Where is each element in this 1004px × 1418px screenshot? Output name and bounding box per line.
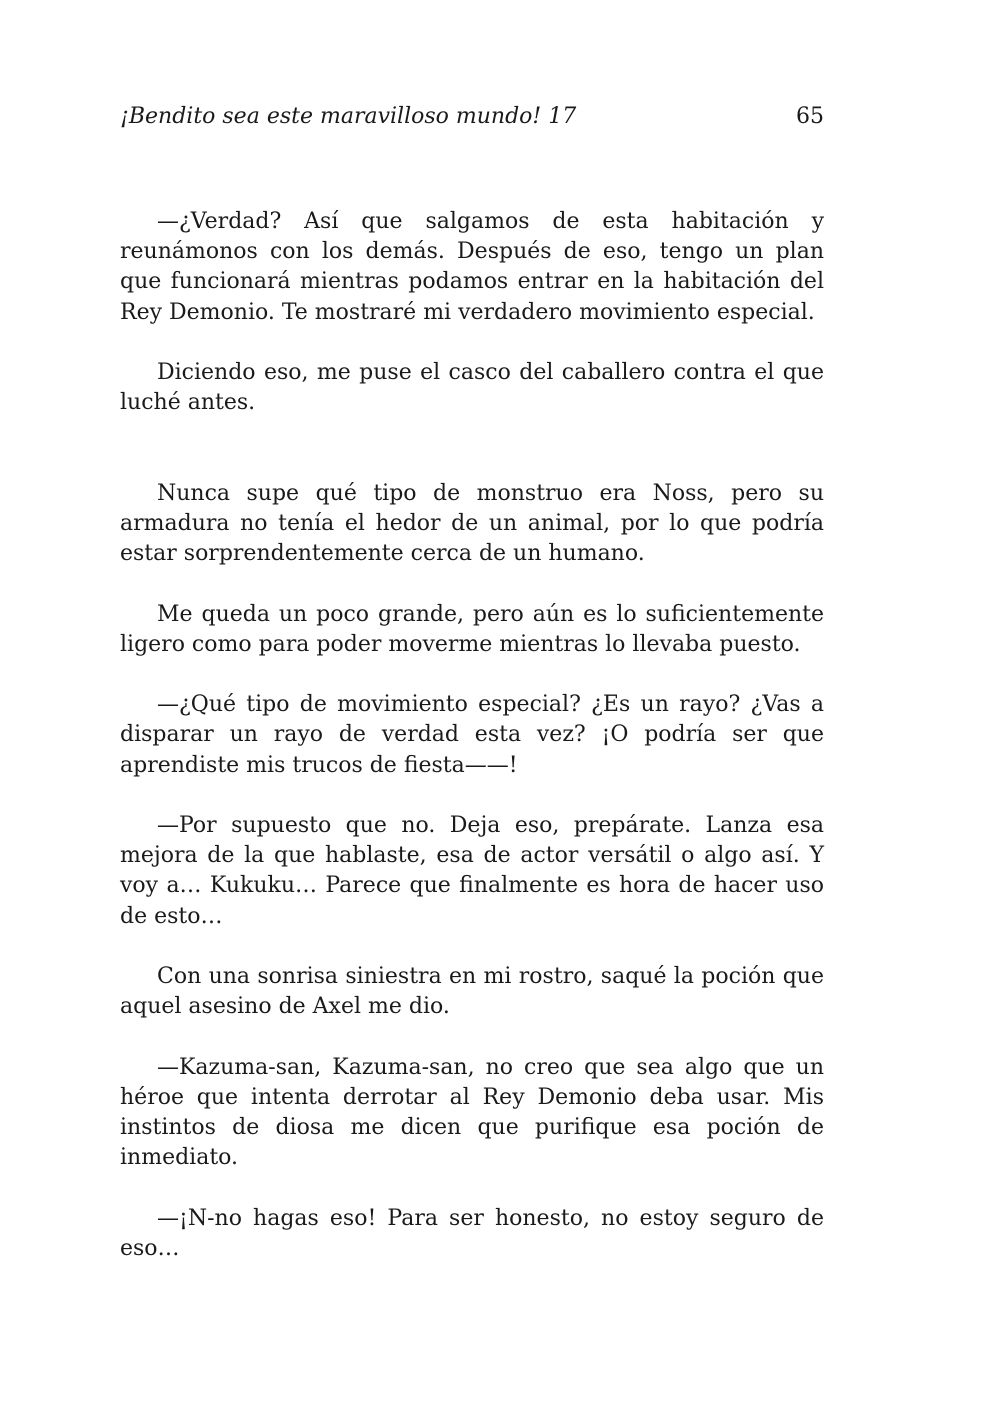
paragraph: —¡N-no hagas eso! Para ser honesto, no estoy seguro de eso… xyxy=(120,1205,824,1261)
paragraph: —Kazuma-san, Kazuma-san, no creo que sea algo que un héroe que intenta derrotar al Rey Demonio deba usar. Mis instintos de diosa me dicen que purifique esa poción de inmediato. xyxy=(120,1054,824,1171)
paragraph: —¿Verdad? Así que salgamos de esta habitación y reunámonos con los demás. Después de eso, tengo un plan que funcionará mientras podamos entrar en la habitación del Rey Demonio. Te mostraré mi verdadero movimiento especial. xyxy=(120,209,824,325)
paragraph: Me queda un poco grande, pero aún es lo suficientemente ligero como para poder moverme mientras lo llevaba puesto. xyxy=(120,601,824,657)
book-page xyxy=(120,0,824,1418)
paragraph: —¿Qué tipo de movimiento especial? ¿Es un rayo? ¿Vas a disparar un rayo de verdad esta vez? ¡O podría ser que aprendiste mis trucos de fiesta——! xyxy=(120,692,824,778)
paragraph: Nunca supe qué tipo de monstruo era Noss, pero su armadura no tenía el hedor de un animal, por lo que podría estar sorprendentemente cerca de un humano. xyxy=(120,480,824,567)
page-number: 65 xyxy=(796,104,824,129)
paragraph: Diciendo eso, me puse el casco del caballero contra el que luché antes. xyxy=(120,360,824,416)
body-text xyxy=(120,207,824,1294)
running-header xyxy=(120,100,824,134)
paragraph: Con una sonrisa siniestra en mi rostro, saqué la poción que aquel asesino de Axel me dio. xyxy=(120,963,824,1020)
paragraph: —Por supuesto que no. Deja eso, prepárate. Lanza esa mejora de la que hablaste, esa de actor versátil o algo así. Y voy a… Kukuku… Parece que finalmente es hora de hacer uso de esto… xyxy=(120,812,824,929)
book-title: ¡Bendito sea este maravilloso mundo! 17 xyxy=(120,104,577,129)
